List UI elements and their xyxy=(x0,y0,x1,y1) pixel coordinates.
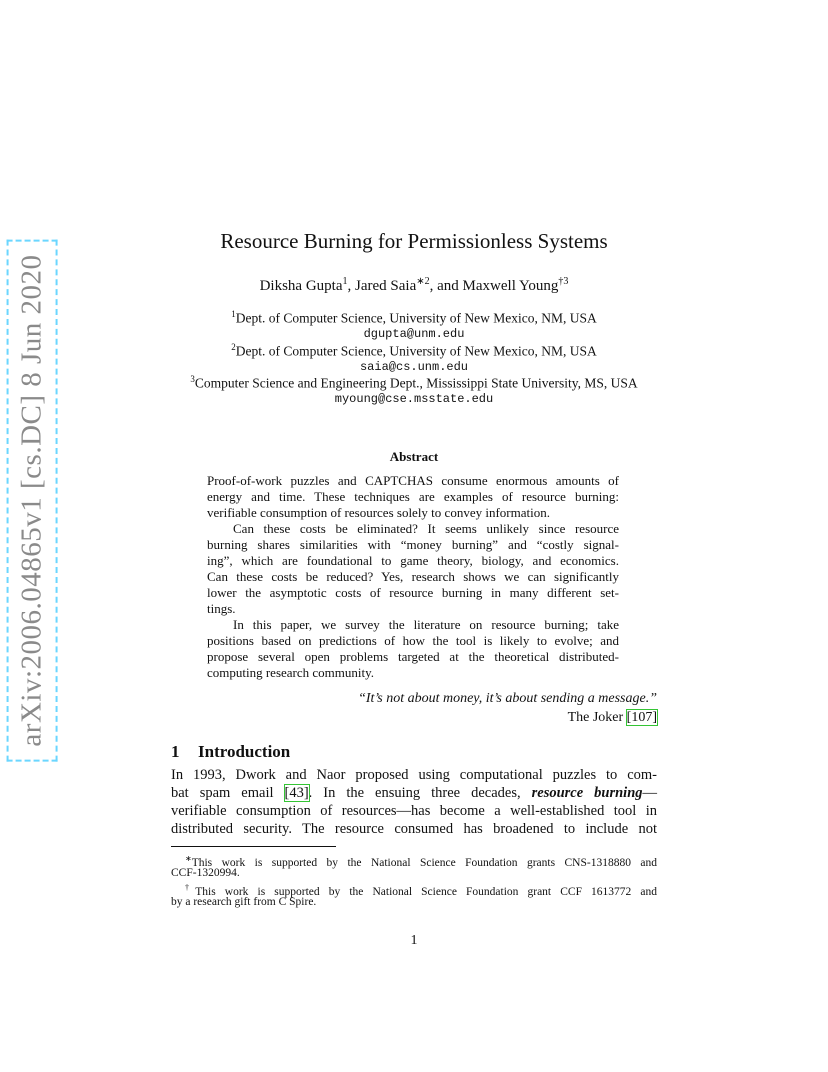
author-email: myoung@cse.msstate.edu xyxy=(334,392,494,406)
section-number: 1 xyxy=(171,742,180,761)
affiliation xyxy=(0,309,828,327)
abstract-line: computing research community. xyxy=(207,665,375,680)
epigraph-attribution xyxy=(568,710,657,726)
author-mark: 1 xyxy=(342,276,348,287)
paper-title: Resource Burning for Permissionless Systems xyxy=(220,229,608,253)
citation-link[interactable]: [107] xyxy=(626,710,657,725)
author-name: Jared Saia xyxy=(355,278,417,294)
abstract-line: tings. xyxy=(207,601,236,616)
arxiv-identifier[interactable]: arXiv:2006.04865v1 [cs.DC] 8 Jun 2020 xyxy=(12,244,53,756)
emphasized-term: resource burning xyxy=(531,785,643,801)
page-number: 1 xyxy=(410,933,418,948)
author-list xyxy=(0,276,828,295)
footnote-line: CCF-1320994. xyxy=(171,867,240,879)
affiliation-mark: 2 xyxy=(231,342,236,352)
affiliation-mark: 1 xyxy=(231,309,236,319)
body-line: distributed security. The resource consumed has broadened to include not xyxy=(171,821,657,837)
body-line: verifiable consumption of resources—has become a well-established tool in xyxy=(171,803,657,819)
affiliation xyxy=(0,342,828,360)
section-title: Introduction xyxy=(198,742,291,761)
body-text: . In the ensuing three decades, xyxy=(308,785,532,801)
abstract-line: verifiable consumption of resources solely to convey information. xyxy=(207,505,550,520)
footnote-text: This work is supported by the National Science Foundation grants CNS-1318880 and xyxy=(191,856,657,869)
body-text: — xyxy=(642,785,658,801)
footnote-text: This work is supported by the National Science Foundation grant CCF 1613772 and xyxy=(195,885,658,898)
abstract-line: Proof-of-work puzzles and CAPTCHAS consume enormous amounts of xyxy=(207,473,619,488)
affiliation-text: Dept. of Computer Science, University of New Mexico, NM, USA xyxy=(235,310,597,326)
abstract-line: positions based on predictions of how the tool is likely to evolve; and xyxy=(207,633,619,648)
affiliation-mark: 3 xyxy=(190,374,195,384)
abstract-line: Can these costs be reduced? Yes, research shows we can significantly xyxy=(207,569,619,584)
abstract-line: propose several open problems targeted at the theoretical distributed- xyxy=(207,649,619,664)
author-mark: †3 xyxy=(558,276,569,287)
affiliation xyxy=(0,374,828,392)
author-separator: , xyxy=(347,278,355,294)
footnote-line: by a research gift from C Spire. xyxy=(171,896,317,908)
abstract-line: ing”, which are foundational to game theory, biology, and economics. xyxy=(207,553,619,568)
body-text: bat spam email xyxy=(171,785,285,801)
body-line xyxy=(171,784,657,802)
author-email: saia@cs.unm.edu xyxy=(359,360,469,374)
affiliation-text: Computer Science and Engineering Dept., Mississippi State University, MS, USA xyxy=(194,375,638,391)
author-separator: , and xyxy=(429,278,463,294)
footnote-rule xyxy=(171,846,336,847)
abstract-line: In this paper, we survey the literature on resource burning; take xyxy=(233,617,619,632)
author-mark: ∗2 xyxy=(416,276,430,287)
abstract-line: Can these costs be eliminated? It seems unlikely since resource xyxy=(233,521,619,536)
author-email: dgupta@unm.edu xyxy=(363,327,465,341)
abstract-line: lower the asymptotic costs of resource burning in many different set- xyxy=(207,585,619,600)
footnote-mark: ∗ xyxy=(185,854,192,863)
footnote-mark: † xyxy=(185,883,196,892)
abstract-line: burning shares similarities with “money burning” and “costly signal- xyxy=(207,537,619,552)
abstract-heading: Abstract xyxy=(389,449,439,464)
attribution-text: The Joker xyxy=(567,710,627,725)
body-line: In 1993, Dwork and Naor proposed using computational puzzles to com- xyxy=(171,767,657,783)
author-name: Diksha Gupta xyxy=(259,278,343,294)
citation-link[interactable]: [43] xyxy=(284,785,309,801)
epigraph-quote: “It’s not about money, it’s about sending a message.” xyxy=(358,691,657,706)
section-heading xyxy=(171,742,290,762)
abstract-line: energy and time. These techniques are examples of resource burning: xyxy=(207,489,619,504)
affiliation-text: Dept. of Computer Science, University of New Mexico, NM, USA xyxy=(235,343,597,359)
author-name: Maxwell Young xyxy=(462,278,559,294)
